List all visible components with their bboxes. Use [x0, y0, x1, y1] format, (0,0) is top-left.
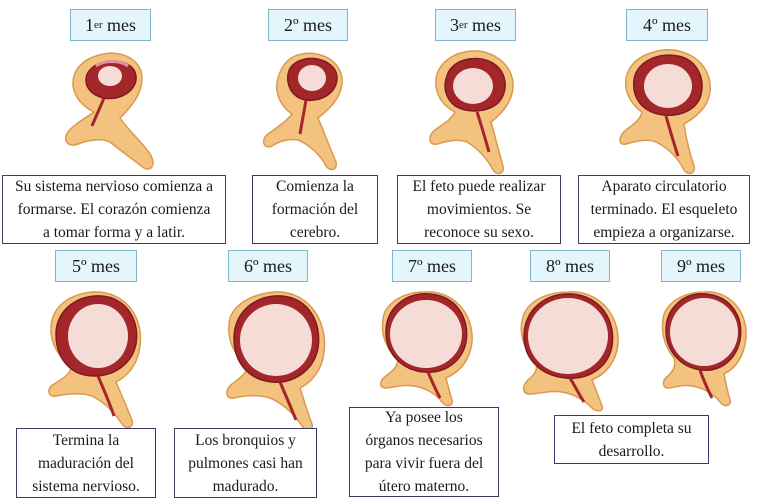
month-word: mes — [263, 256, 293, 276]
month-number: 8º — [545, 256, 561, 276]
description-line: útero materno. — [378, 478, 470, 495]
month-number: 7º — [407, 256, 423, 276]
description-line: pulmones casi han — [188, 454, 303, 472]
month-ordinal: er — [93, 19, 103, 31]
month-label-8 — [530, 250, 610, 282]
fetus-illustration-month-9 — [660, 290, 750, 408]
fetus — [240, 304, 312, 376]
month-number: 6º — [243, 256, 259, 276]
month-number: 5º — [71, 256, 87, 276]
month-word: mes — [696, 256, 726, 276]
fetus — [644, 64, 692, 108]
fetus-illustration-month-1 — [60, 50, 170, 175]
description-month-5 — [16, 428, 156, 498]
month-label-2 — [268, 9, 348, 41]
month-word: mes — [565, 256, 595, 276]
fetus-illustration-month-8 — [516, 290, 622, 412]
description-line: empieza a organizarse. — [593, 224, 735, 241]
fetus — [528, 298, 608, 374]
month-word: mes — [91, 256, 121, 276]
fetus — [670, 298, 738, 366]
description-line: reconoce su sexo. — [424, 224, 534, 241]
month-number: 9º — [676, 256, 692, 276]
fetus-illustration-month-6 — [222, 290, 332, 432]
month-number: 3 — [449, 15, 459, 35]
description-month-9 — [554, 415, 709, 464]
fetus-illustration-month-3 — [425, 48, 525, 178]
description-line: cerebro. — [289, 224, 341, 241]
month-number: 1 — [84, 15, 94, 35]
fetus-illustration-month-2 — [258, 50, 358, 175]
description-line: formación del — [271, 201, 359, 218]
description-line: El feto puede realizar — [412, 178, 546, 195]
description-line: formarse. El corazón comienza — [17, 201, 211, 218]
description-month-4 — [578, 175, 750, 244]
month-label-1 — [70, 9, 151, 41]
month-label-4 — [626, 9, 708, 41]
description-line: desarrollo. — [598, 442, 665, 460]
month-number: 2º — [283, 15, 299, 35]
fetus — [68, 304, 128, 368]
description-line: Su sistema nervioso comienza a — [14, 178, 213, 195]
month-ordinal: er — [458, 19, 468, 31]
month-label-6 — [228, 250, 308, 282]
description-line: terminado. El esqueleto — [590, 201, 738, 218]
embryo — [98, 66, 122, 86]
month-word: mes — [427, 256, 457, 276]
month-word: mes — [107, 15, 137, 35]
month-label-5 — [55, 250, 137, 282]
description-month-3 — [397, 175, 561, 244]
fetus-illustration-month-4 — [618, 46, 718, 178]
description-month-2 — [252, 175, 378, 244]
month-word: mes — [303, 15, 333, 35]
description-line: Ya posee los — [385, 409, 463, 426]
description-line: órganos necesarios — [365, 432, 483, 449]
description-line: Comienza la — [276, 178, 354, 195]
description-line: madurado. — [212, 477, 279, 495]
fetus-illustration-month-5 — [42, 290, 152, 430]
description-line: Termina la — [52, 431, 120, 449]
month-word: mes — [662, 15, 692, 35]
description-month-1 — [2, 175, 226, 244]
description-line: a tomar forma y a latir. — [42, 224, 185, 241]
description-line: sistema nervioso. — [32, 477, 140, 495]
month-word: mes — [472, 15, 502, 35]
description-month-6 — [174, 428, 317, 498]
description-line: maduración del — [38, 454, 134, 472]
description-line: Aparato circulatorio — [601, 178, 727, 195]
fetus — [453, 68, 493, 104]
month-number: 4º — [642, 15, 658, 35]
description-line: para vivir fuera del — [364, 455, 484, 472]
fetus-illustration-month-7 — [378, 290, 478, 408]
month-label-9 — [661, 250, 741, 282]
description-line: Los bronquios y — [195, 431, 296, 449]
embryo — [298, 65, 326, 91]
description-line: movimientos. Se — [426, 201, 532, 218]
description-line: El feto completa su — [571, 419, 692, 437]
description-month-7 — [349, 407, 499, 497]
month-label-7 — [392, 250, 472, 282]
month-label-3 — [435, 9, 516, 41]
fetus — [390, 300, 462, 368]
